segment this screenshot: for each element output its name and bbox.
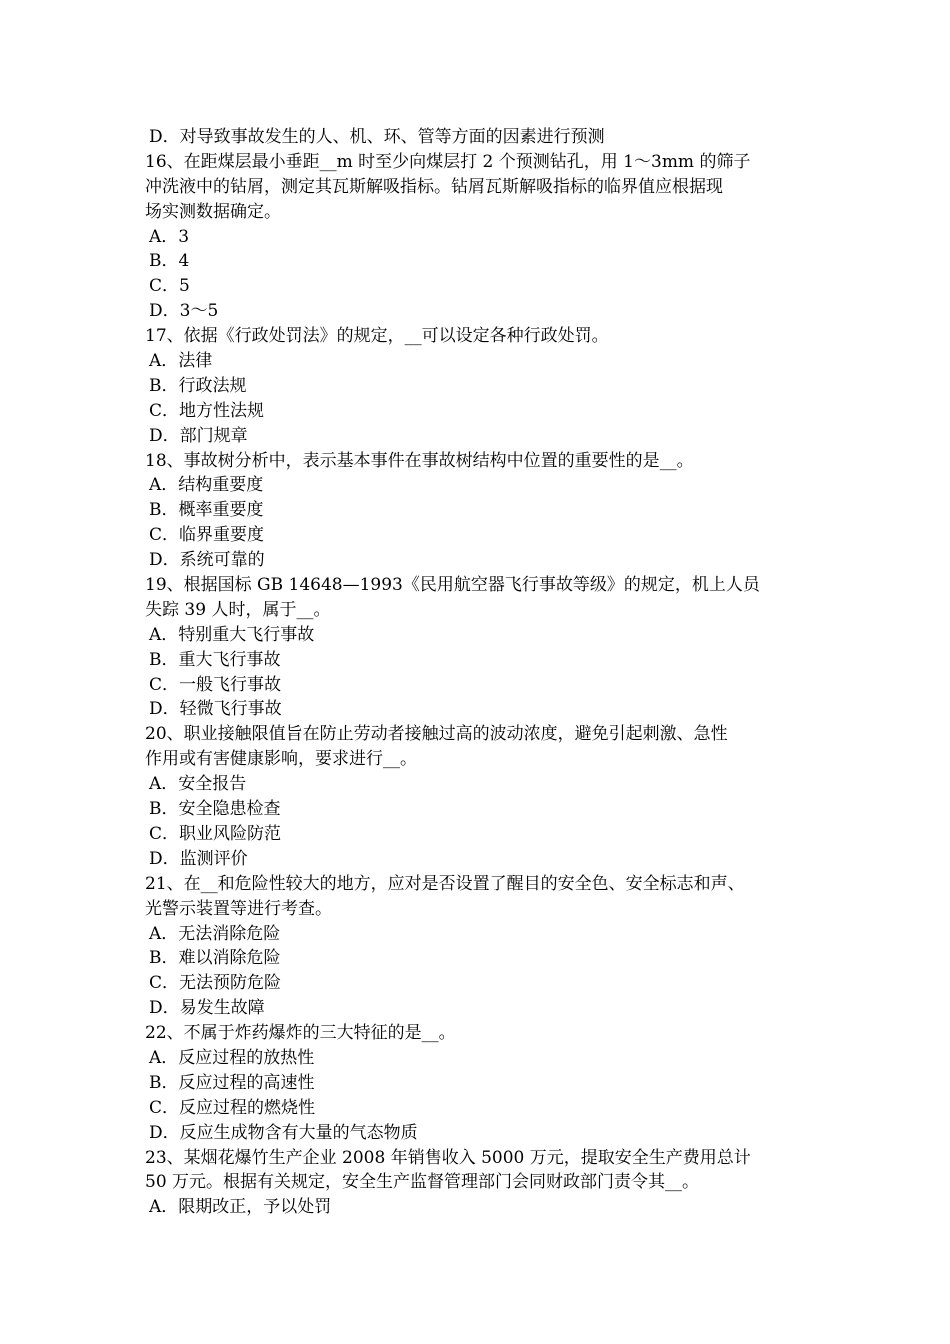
question-line: 23、某烟花爆竹生产企业 2008 年销售收入 5000 万元，提取安全生产费用总计 — [145, 1147, 751, 1168]
answer-option: B．行政法规 — [149, 375, 247, 396]
question-line: 22、不属于炸药爆炸的三大特征的是__。 — [145, 1023, 456, 1044]
answer-option: A．安全报告 — [149, 774, 247, 795]
answer-option: C．地方性法规 — [149, 400, 265, 421]
question-line: 50 万元。根据有关规定，安全生产监督管理部门会同财政部门责令其__。 — [145, 1172, 700, 1193]
answer-option: D．部门规章 — [149, 425, 248, 446]
answer-option: D．监测评价 — [149, 848, 248, 869]
answer-option: D．3～5 — [149, 301, 219, 322]
answer-option: D．对导致事故发生的人、机、环、管等方面的因素进行预测 — [149, 127, 605, 147]
question-line: 光警示装置等进行考查。 — [145, 898, 332, 919]
answer-option: C．无法预防危险 — [149, 973, 282, 994]
answer-option: A．3 — [149, 226, 190, 247]
answer-option: C．5 — [149, 276, 190, 297]
answer-option: D．轻微飞行事故 — [149, 699, 282, 720]
question-line: 21、在__和危险性较大的地方，应对是否设置了醒目的安全色、安全标志和声、 — [145, 873, 745, 894]
question-stem — [145, 150, 825, 225]
question-line: 17、依据《行政处罚法》的规定，__可以设定各种行政处罚。 — [145, 326, 609, 347]
question-stem — [145, 324, 825, 349]
question-line: 冲洗液中的钻屑，测定其瓦斯解吸指标。钻屑瓦斯解吸指标的临界值应根据现 — [145, 176, 723, 197]
answer-option: C．职业风险防范 — [149, 823, 282, 844]
question-line: 失踪 39 人时，属于__。 — [145, 599, 331, 620]
question-stem — [145, 872, 825, 922]
document-body — [145, 125, 825, 1220]
answer-option: B．4 — [149, 251, 190, 272]
question-line: 作用或有害健康影响，要求进行__。 — [145, 749, 417, 770]
answer-option: B．概率重要度 — [149, 500, 264, 521]
question-line: 16、在距煤层最小垂距__m 时至少向煤层打 2 个预测钻孔，用 1～3mm 的筛子 — [145, 151, 751, 172]
question-line: 19、根据国标 GB 14648—1993《民用航空器飞行事故等级》的规定，机上人员 — [145, 575, 760, 596]
answer-option: B．反应过程的高速性 — [149, 1072, 315, 1093]
answer-option: D．易发生故障 — [149, 998, 265, 1019]
question-stem — [145, 722, 825, 772]
question-line: 18、事故树分析中，表示基本事件在事故树结构中位置的重要性的是__。 — [145, 450, 694, 471]
question-stem — [145, 1021, 825, 1046]
question-stem — [145, 449, 825, 474]
answer-option: A．限期改正，予以处罚 — [149, 1197, 332, 1218]
answer-option: C．一般飞行事故 — [149, 674, 282, 695]
answer-option: C．临界重要度 — [149, 525, 265, 546]
question-line: 场实测数据确定。 — [145, 201, 281, 222]
question-line: 20、职业接触限值旨在防止劳动者接触过高的波动浓度，避免引起刺激、急性 — [145, 724, 728, 745]
answer-option: B．安全隐患检查 — [149, 799, 281, 820]
answer-option: D．系统可靠的 — [149, 550, 265, 571]
question-stem — [145, 573, 825, 623]
answer-option: A．法律 — [149, 351, 213, 372]
question-stem — [145, 1146, 825, 1196]
answer-option: B．难以消除危险 — [149, 948, 281, 969]
answer-option: A．特别重大飞行事故 — [149, 624, 315, 645]
answer-option: A．反应过程的放热性 — [149, 1047, 315, 1068]
answer-option: A．无法消除危险 — [149, 923, 281, 944]
answer-option: D．反应生成物含有大量的气态物质 — [149, 1122, 418, 1143]
answer-option: C．反应过程的燃烧性 — [149, 1097, 316, 1118]
answer-option: B．重大飞行事故 — [149, 649, 281, 670]
answer-option: A．结构重要度 — [149, 475, 264, 496]
